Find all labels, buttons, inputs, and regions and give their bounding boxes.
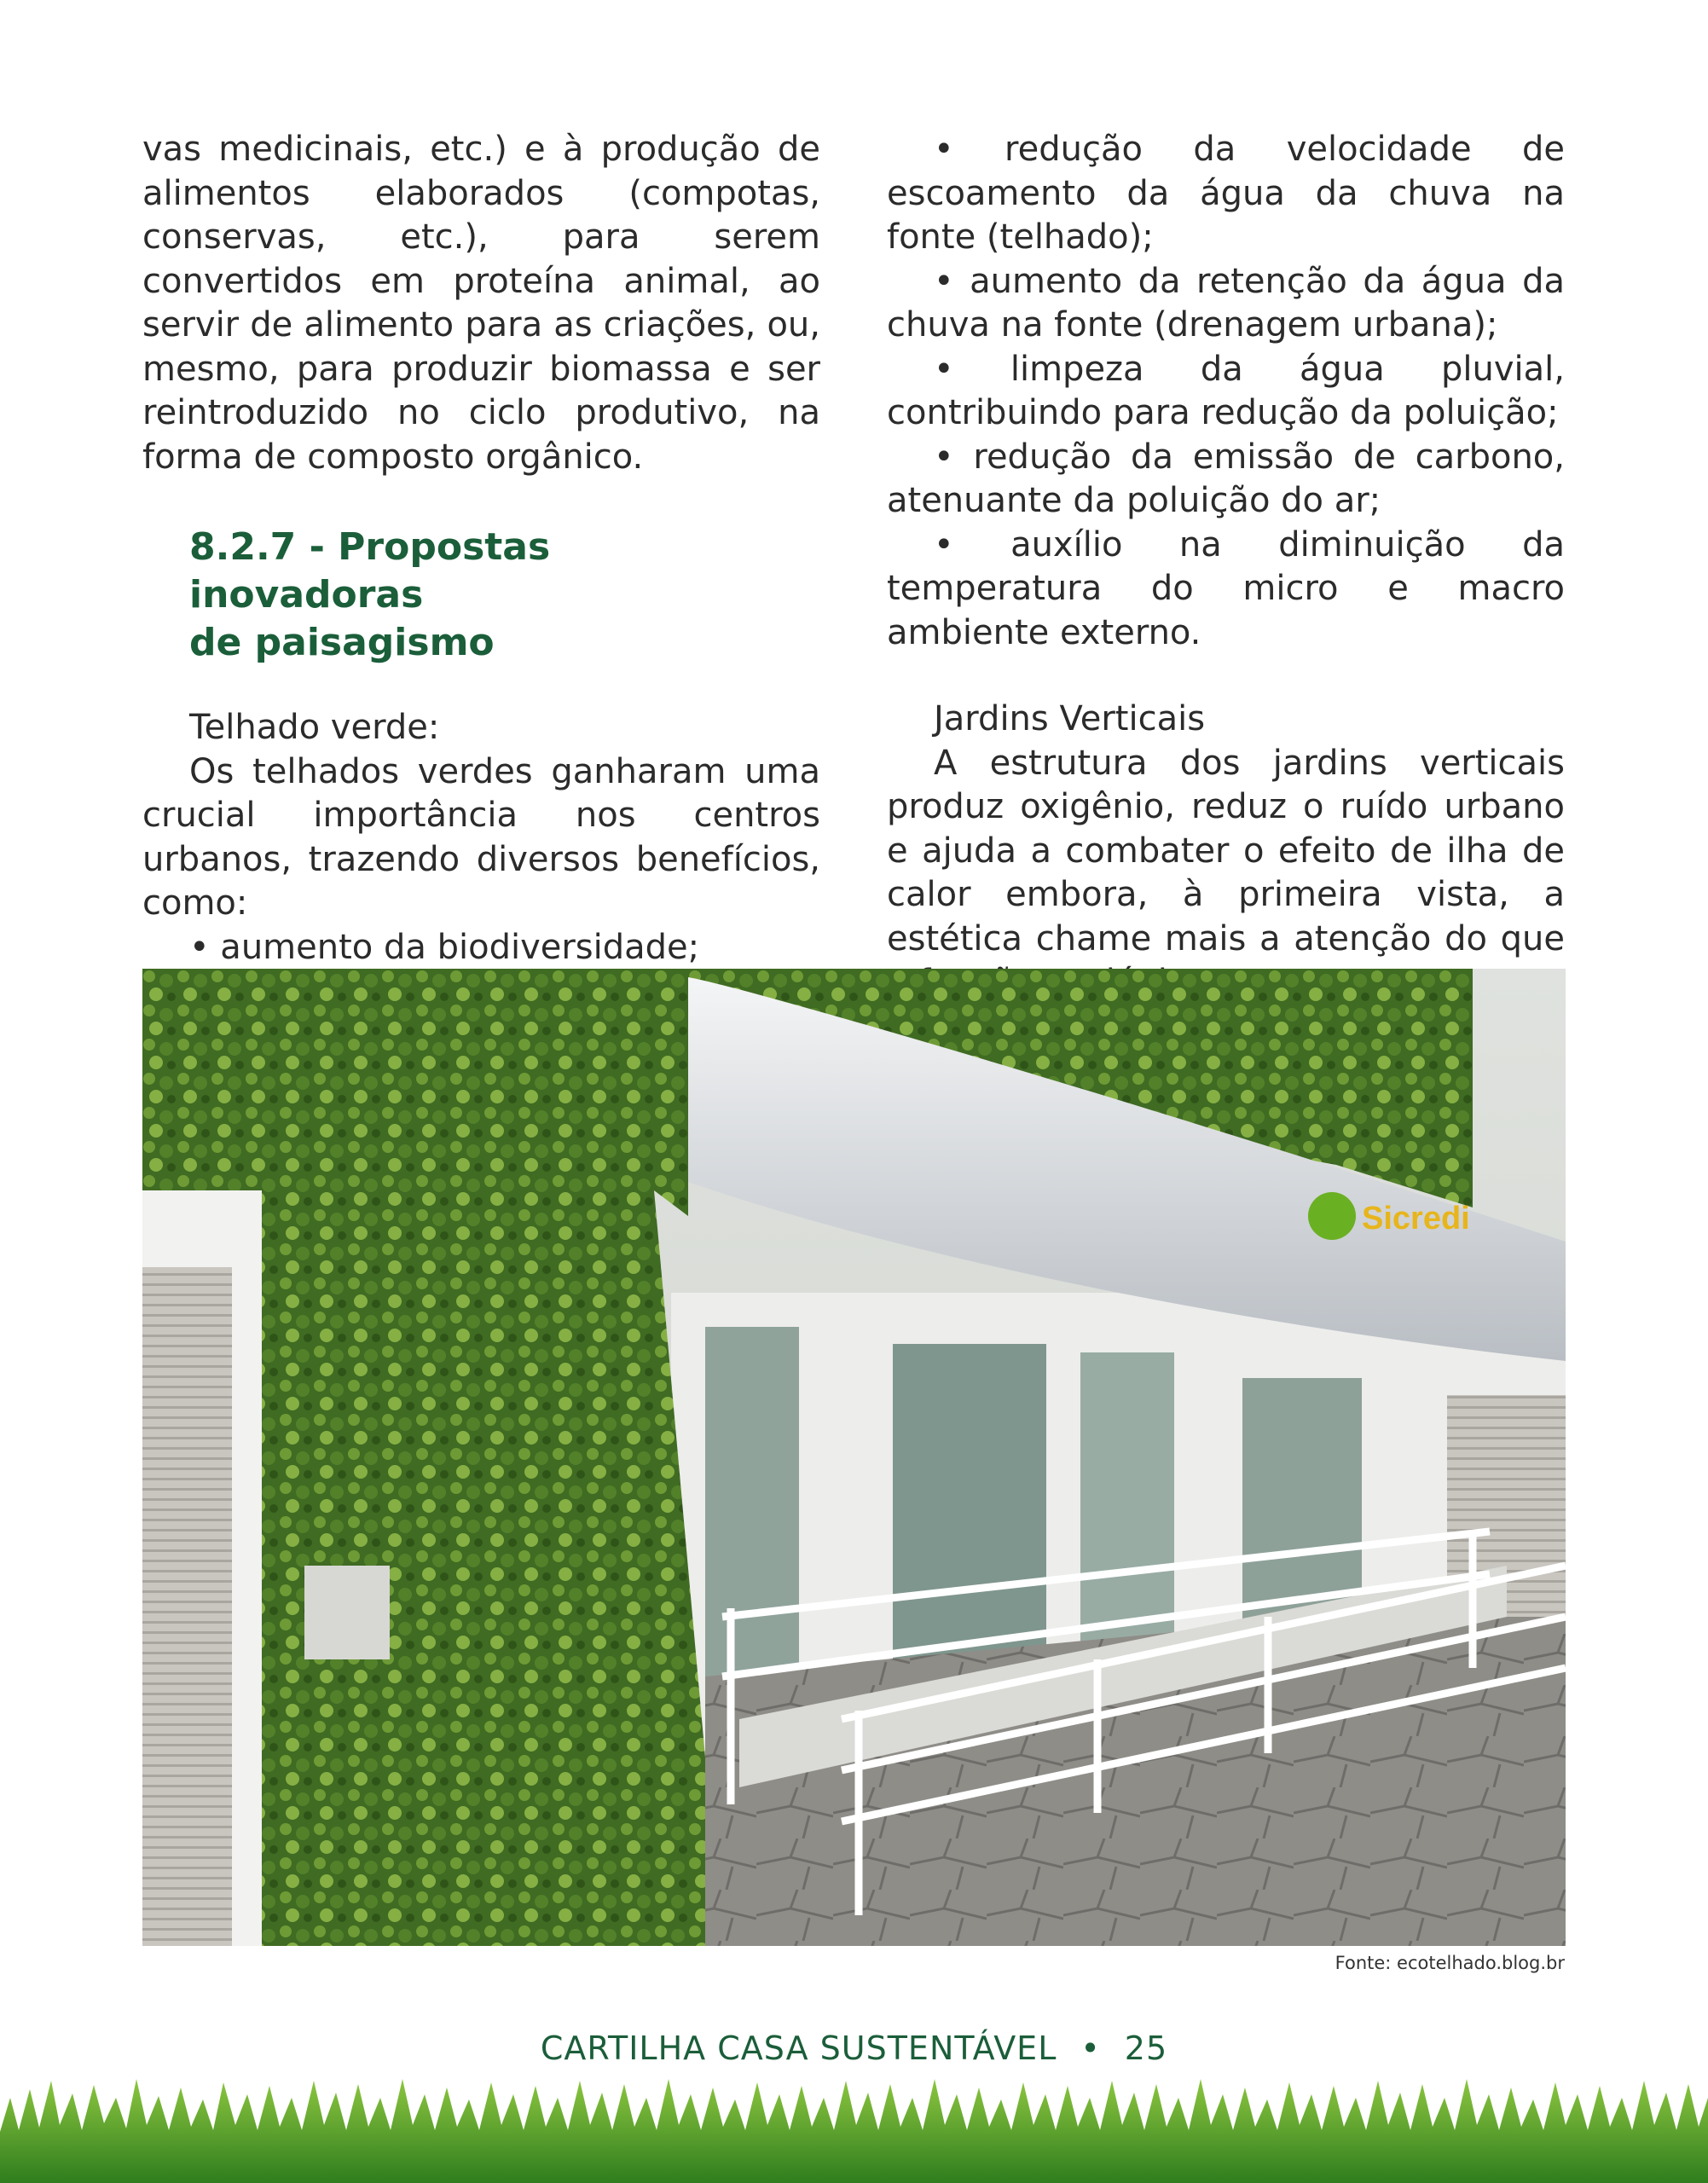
heading-line-3: de paisagismo <box>189 621 495 664</box>
bullet-retention: • aumento da retenção da água da chuva na fonte (drenagem urbana); <box>887 261 1565 345</box>
vertical-garden-photo <box>142 969 1566 1946</box>
vertical-gardens-paragraph: A estrutura dos jardins verticais produz oxigênio, reduz o ruído urbano e ajuda a combater o efeito de ilha de calor embora, à primeira vista, a estética chame mais a atenção do que <box>887 743 1565 958</box>
footer-title: CARTILHA CASA SUSTENTÁVEL <box>540 2030 1057 2067</box>
heading-line-1: 8.2.7 - Propostas <box>189 525 551 569</box>
footer-separator: • <box>1080 2030 1101 2067</box>
bullet-carbon: • redução da emissão de carbono, atenuante da poluição do ar; <box>887 437 1565 520</box>
bullet-temperature: • auxílio na diminuição da temperatura do micro e macro ambiente externo. <box>887 524 1565 652</box>
sicredi-sign: Sicredi <box>1362 1201 1470 1236</box>
page-number: 25 <box>1124 2030 1168 2067</box>
bullet-biodiversity: • aumento da biodiversidade; <box>189 927 700 967</box>
bullet-cleaning: • limpeza da água pluvial, contribuindo para redução da poluição; <box>887 349 1565 432</box>
intro-paragraph: vas medicinais, etc.) e à produção de alimentos elaborados (compotas, conservas, etc.), para serem convertidos em proteína animal, ao servir de alimento para as criações, ou, mesmo, para produzir biomassa e ser reintroduzido no ciclo produtivo, na forma de composto orgânico. <box>142 130 820 477</box>
green-roof-paragraph: Os telhados verdes ganharam uma crucial importância nos centros urbanos, trazendo diversos benefícios, como: <box>142 751 820 923</box>
vertical-gardens-subheading: Jardins Verticais <box>934 699 1206 738</box>
left-column <box>142 128 820 970</box>
grass-border <box>0 2064 1708 2183</box>
photo-caption: Fonte: ecotelhado.blog.br <box>1335 1953 1565 1973</box>
green-roof-subheading: Telhado verde: <box>189 708 440 747</box>
right-column <box>887 128 1565 1005</box>
bullet-runoff: • redução da velocidade de escoamento da água da chuva na fonte (telhado); <box>887 130 1565 257</box>
section-heading <box>189 524 820 667</box>
heading-line-2: inovadoras <box>189 573 424 617</box>
page-footer <box>0 2030 1708 2067</box>
